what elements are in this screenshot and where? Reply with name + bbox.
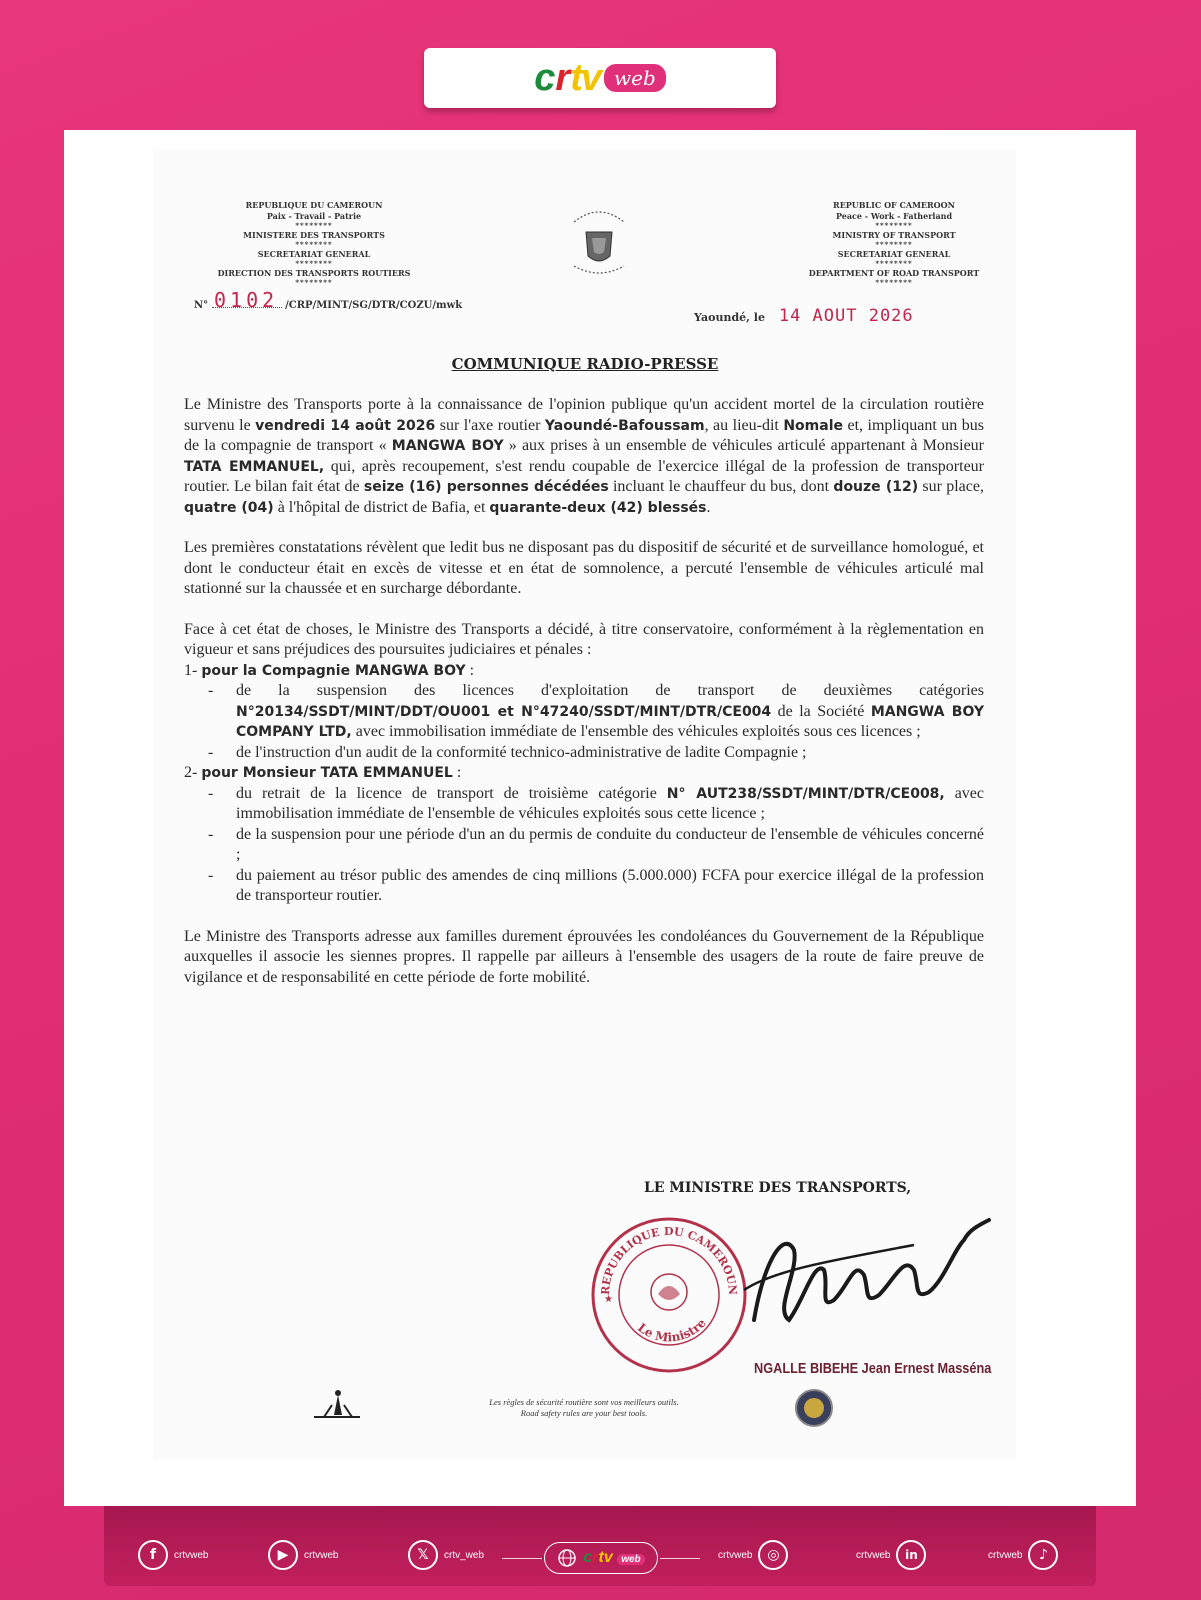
document-paper <box>154 150 1016 1460</box>
bold-company: MANGWA BOY <box>391 438 504 454</box>
header-right-ministry: MINISTRY OF TRANSPORT <box>832 230 956 240</box>
bold-owner: TATA EMMANUEL, <box>184 458 325 475</box>
divider-line <box>502 1558 542 1559</box>
minister-name: NGALLE BIBEHE Jean Ernest Masséna <box>754 1360 992 1377</box>
brand-logo-card <box>424 48 776 108</box>
text-run: et, impliquant un bus de la compagnie de transport « <box>184 416 985 454</box>
measure-1-item-2: - de l'instruction d'un audit de la conformité technico-administrative de ladite Compagnie ; <box>184 743 984 764</box>
paragraph-condolences: Le Ministre des Transports adresse aux familles durement éprouvées les condoléances du Gouvernement de la République auxquelles il associe les siennes propres. Il rappelle par ailleurs à l'ensemble des usagers de la route de faire preuve de vigilance et de responsabilité en cette période de forte mobilité. <box>184 927 984 986</box>
social-handle: crtvweb <box>856 1549 891 1561</box>
ref-number-stamp: 0102 <box>214 288 279 312</box>
header-separator: ******** <box>875 278 913 287</box>
text-run: qui, après recoupement, s'est rendu coupable de l'exercice illégal de la profession de transporteur routier. Le bilan fait état de <box>184 457 984 495</box>
document-title: COMMUNIQUE RADIO-PRESSE <box>451 355 719 373</box>
text-run: sur place, <box>918 478 984 495</box>
paragraph-accident <box>184 395 984 518</box>
social-x[interactable] <box>408 1540 484 1570</box>
header-separator: ******** <box>295 240 333 249</box>
ministry-badge-icon <box>794 1388 834 1428</box>
youtube-icon[interactable]: ▶ <box>268 1540 298 1570</box>
tiktok-icon[interactable]: ♪ <box>1028 1540 1058 1570</box>
globe-icon <box>557 1548 577 1568</box>
measure-1-heading: 1- pour la Compagnie MANGWA BOY : <box>184 661 475 679</box>
measure-number: 2- <box>184 764 198 781</box>
seal-bottom-text: Le Ministre <box>635 1315 709 1345</box>
logo-letters-tv: tv <box>570 56 600 99</box>
header-left-direction: DIRECTION DES TRANSPORTS ROUTIERS <box>217 268 411 278</box>
paragraph-findings: Les premières constatations révèlent que ledit bus ne disposant pas du dispositif de sécurité et de surveillance homologué, et dont le conducteur était en excès de vitesse et en état de somnolence, a percuté l'ensemble de véhicules articulé mal stationné sur la chaussée et en surcharge débordante. <box>184 539 984 597</box>
document-body <box>184 395 984 1008</box>
measure-2-item-2: - de la suspension pour une période d'un an du permis de conduite du conducteur de l'ensemble de véhicules concerné ; <box>184 825 984 866</box>
measure-number: 1- <box>184 661 198 679</box>
bold-onsite: douze (12) <box>833 479 919 495</box>
coat-of-arms-icon <box>564 200 634 280</box>
reference-line <box>194 288 614 312</box>
paragraph-decision: Face à cet état de choses, le Ministre des Transports a décidé, à titre conservatoire, conformément à la règlementation en vigueur et sans préjudices des poursuites judiciaires et pénales : <box>184 620 984 658</box>
linkedin-icon[interactable]: in <box>896 1540 926 1570</box>
header-left-republic: REPUBLIQUE DU CAMEROUN <box>245 200 383 210</box>
header-right-block <box>774 200 1014 287</box>
date-stamp: 14 AOUT 2026 <box>778 306 914 326</box>
x-twitter-icon[interactable]: 𝕏 <box>408 1540 438 1570</box>
text-run: Le Ministre des Transports porte à la connaissance de l'opinion publique qu'un accident mortel de la circulation routière survenu le <box>184 396 984 434</box>
header-left-motto: Paix - Travail - Patrie <box>266 211 362 221</box>
measure-1-item-1 <box>184 681 984 743</box>
mini-logo-r: r <box>592 1549 599 1566</box>
text-run: à l'hôpital de district de Bafia, et <box>273 498 490 516</box>
social-facebook[interactable] <box>138 1540 208 1570</box>
text-run: du retrait de la licence de transport de troisième catégorie <box>236 784 667 802</box>
date-line <box>694 306 994 326</box>
header-right-secretariat: SECRETARIAT GENERAL <box>837 249 951 259</box>
logo-letter-c: c <box>534 56 554 99</box>
crtv-web-logo <box>534 57 666 100</box>
bold-hospital: quatre (04) <box>184 499 274 516</box>
header-separator: ******** <box>875 259 913 268</box>
social-linkedin[interactable] <box>856 1540 926 1570</box>
text-run: incluant le chauffeur du bus, dont <box>608 478 834 495</box>
seal-top-text: REPUBLIQUE DU CAMEROUN <box>598 1224 740 1296</box>
handwritten-signature <box>714 1200 994 1340</box>
bold-licence: N° AUT238/SSDT/MINT/DTR/CE008, <box>666 785 945 802</box>
footer-note-en: Road safety rules are your best tools. <box>520 1408 648 1418</box>
ref-prefix: N° <box>194 300 209 311</box>
road-safety-note <box>354 1397 814 1419</box>
header-separator: ******** <box>295 278 333 287</box>
svg-text:Le Ministre <box>635 1316 709 1345</box>
instagram-icon[interactable]: ◎ <box>758 1540 788 1570</box>
text-run: de la Société <box>771 702 871 720</box>
text-run: avec immobilisation immédiate de l'ensemble des véhicules exploités sous ces licences ; <box>351 723 921 740</box>
header-separator: ******** <box>295 259 333 268</box>
header-separator: ******** <box>295 221 333 230</box>
date-prefix: Yaoundé, le <box>694 311 765 324</box>
document-frame <box>64 130 1136 1506</box>
header-right-republic: REPUBLIC OF CAMEROON <box>833 200 955 210</box>
social-instagram[interactable] <box>718 1540 788 1570</box>
bold-company-name: MANGWA BOY COMPANY LTD, <box>236 703 984 740</box>
bold-injured: quarante-deux (42) blessés <box>489 499 707 516</box>
text-run: avec immobilisation immédiate de l'ensemble de véhicules exploités sous cette licence ; <box>236 784 984 822</box>
social-youtube[interactable] <box>268 1540 338 1570</box>
measure-title: pour la Compagnie MANGWA BOY <box>201 662 466 679</box>
svg-text:★: ★ <box>604 1294 613 1305</box>
header-right-motto: Peace - Work - Fatherland <box>835 211 953 221</box>
social-tiktok[interactable] <box>988 1540 1058 1570</box>
header-separator: ******** <box>875 221 913 230</box>
text-run: de la suspension des licences d'exploitation de transport de deuxièmes catégories <box>236 682 984 699</box>
text-run: » aux prises à un ensemble de véhicules articulé appartenant à Monsieur <box>503 437 985 454</box>
mini-logo-tv: tv <box>598 1549 613 1566</box>
bold-deaths: seize (16) personnes décédées <box>363 479 609 495</box>
header-left-secretariat: SECRETARIAT GENERAL <box>257 249 371 259</box>
header-left-ministry: MINISTERE DES TRANSPORTS <box>243 230 385 240</box>
mini-logo-c: c <box>583 1549 593 1566</box>
social-handle: crtvweb <box>718 1549 753 1561</box>
bold-date: vendredi 14 août 2026 <box>255 417 436 434</box>
divider-line <box>660 1558 700 1559</box>
bold-licences: N°20134/SSDT/MINT/DDT/OU001 et N°47240/SSDT/MINT/DTR/CE004 <box>236 703 772 720</box>
text-run: , au lieu-dit <box>704 416 784 434</box>
header-left-block <box>194 200 434 287</box>
bold-route: Yaoundé-Bafoussam <box>544 417 705 434</box>
measure-title: pour Monsieur TATA EMMANUEL <box>201 765 453 781</box>
measure-2-heading: 2- pour Monsieur TATA EMMANUEL : <box>184 764 462 781</box>
bold-place: Nomale <box>783 417 843 434</box>
measure-2-item-1 <box>184 784 984 825</box>
ref-suffix: /CRP/MINT/SG/DTR/COZU/mwk <box>285 300 463 311</box>
facebook-icon[interactable]: f <box>138 1540 168 1570</box>
text-run: . <box>706 498 711 516</box>
header-separator: ******** <box>875 240 913 249</box>
signature-block <box>598 1180 1004 1400</box>
logo-letter-r: r <box>555 56 569 99</box>
center-brand-badge[interactable] <box>544 1542 658 1574</box>
logo-web-pill: web <box>604 64 666 92</box>
social-handle: crtvweb <box>988 1549 1023 1561</box>
minister-title: LE MINISTRE DES TRANSPORTS, <box>644 1180 912 1196</box>
footer-note-fr: Les règles de sécurité routière sont vos meilleurs outils. <box>489 1397 679 1407</box>
social-handle: crtvweb <box>174 1549 209 1561</box>
measure-2-item-3: - du paiement au trésor public des amendes de cinq millions (5.000.000) FCFA pour exercice illégal de la profession de transporteur routier. <box>184 866 984 907</box>
text-run: sur l'axe routier <box>435 416 545 434</box>
header-right-department: DEPARTMENT OF ROAD TRANSPORT <box>808 268 980 278</box>
social-handle: crtv_web <box>444 1549 485 1561</box>
social-handle: crtvweb <box>304 1549 339 1561</box>
mini-logo-web: web <box>617 1554 644 1565</box>
